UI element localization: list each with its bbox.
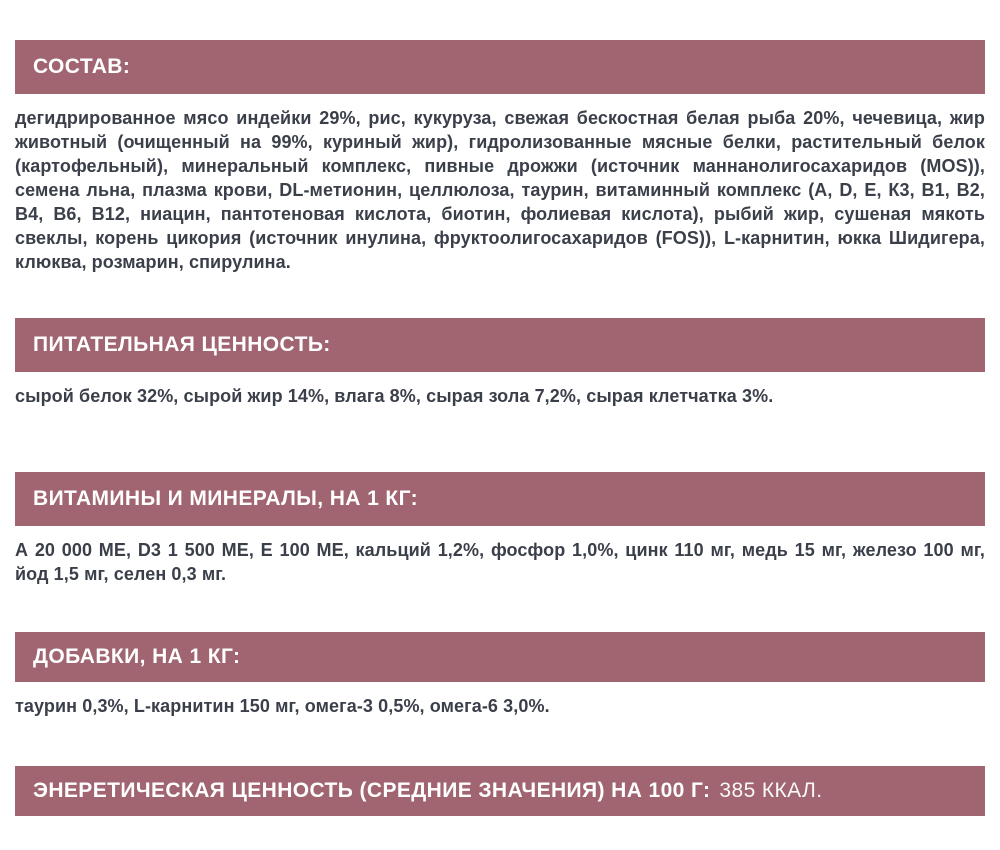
section-nutritional-value — [15, 318, 985, 408]
section-heading: СОСТАВ: — [33, 55, 131, 78]
section-vitamins-minerals — [15, 472, 985, 586]
section-heading-bar — [15, 766, 985, 816]
additives-text: таурин 0,3%, L-карнитин 150 мг, омега-3 0,5%, омега-6 3,0%. — [15, 696, 550, 716]
section-heading-bar — [15, 40, 985, 94]
section-heading: ДОБАВКИ, НА 1 КГ: — [33, 645, 241, 668]
energy-value: 385 ККАЛ. — [719, 779, 823, 802]
vitamins-minerals-text: А 20 000 МЕ, D3 1 500 МЕ, Е 100 МЕ, кальций 1,2%, фосфор 1,0%, цинк 110 мг, медь 15 мг, железо 100 мг, йод 1,5 мг, селен 0,3 мг. — [15, 540, 985, 584]
section-heading: ВИТАМИНЫ И МИНЕРАЛЫ, НА 1 КГ: — [33, 487, 419, 510]
section-composition — [15, 40, 985, 274]
section-energy-value — [15, 766, 985, 816]
composition-text: дегидрированное мясо индейки 29%, рис, кукуруза, свежая бескостная белая рыба 20%, чечевица, жир животный (очищенный на 99%, куриный жир), гидролизованные мясные белки, растительный белок (картофельный), минеральный комплекс, пивные дрожжи (источник маннанолигосахаридов (MOS)), семена льна, плазма крови, DL-метионин, целлюлоза, таурин, витаминный комплекс (А, D, Е, К3, В1, В2, В4, В6, В12, ниацин, пантотеновая кислота, биотин, фолиевая кислота), рыбий жир, сушеная мякоть свеклы, корень цикория (источник инулина, фруктоолигосахаридов (FOS)), L-карнитин, юкка Шидигера, клюква, розмарин, спирулина. — [15, 108, 985, 272]
section-heading: ЭНЕРЕТИЧЕСКАЯ ЦЕННОСТЬ (СРЕДНИЕ ЗНАЧЕНИЯ) НА 100 Г: — [33, 779, 711, 802]
section-heading-bar — [15, 318, 985, 372]
section-additives — [15, 632, 985, 718]
section-heading: ПИТАТЕЛЬНАЯ ЦЕННОСТЬ: — [33, 333, 331, 356]
nutritional-value-text: сырой белок 32%, сырой жир 14%, влага 8%, сырая зола 7,2%, сырая клетчатка 3%. — [15, 386, 774, 406]
section-heading-bar — [15, 632, 985, 682]
section-heading-bar — [15, 472, 985, 526]
